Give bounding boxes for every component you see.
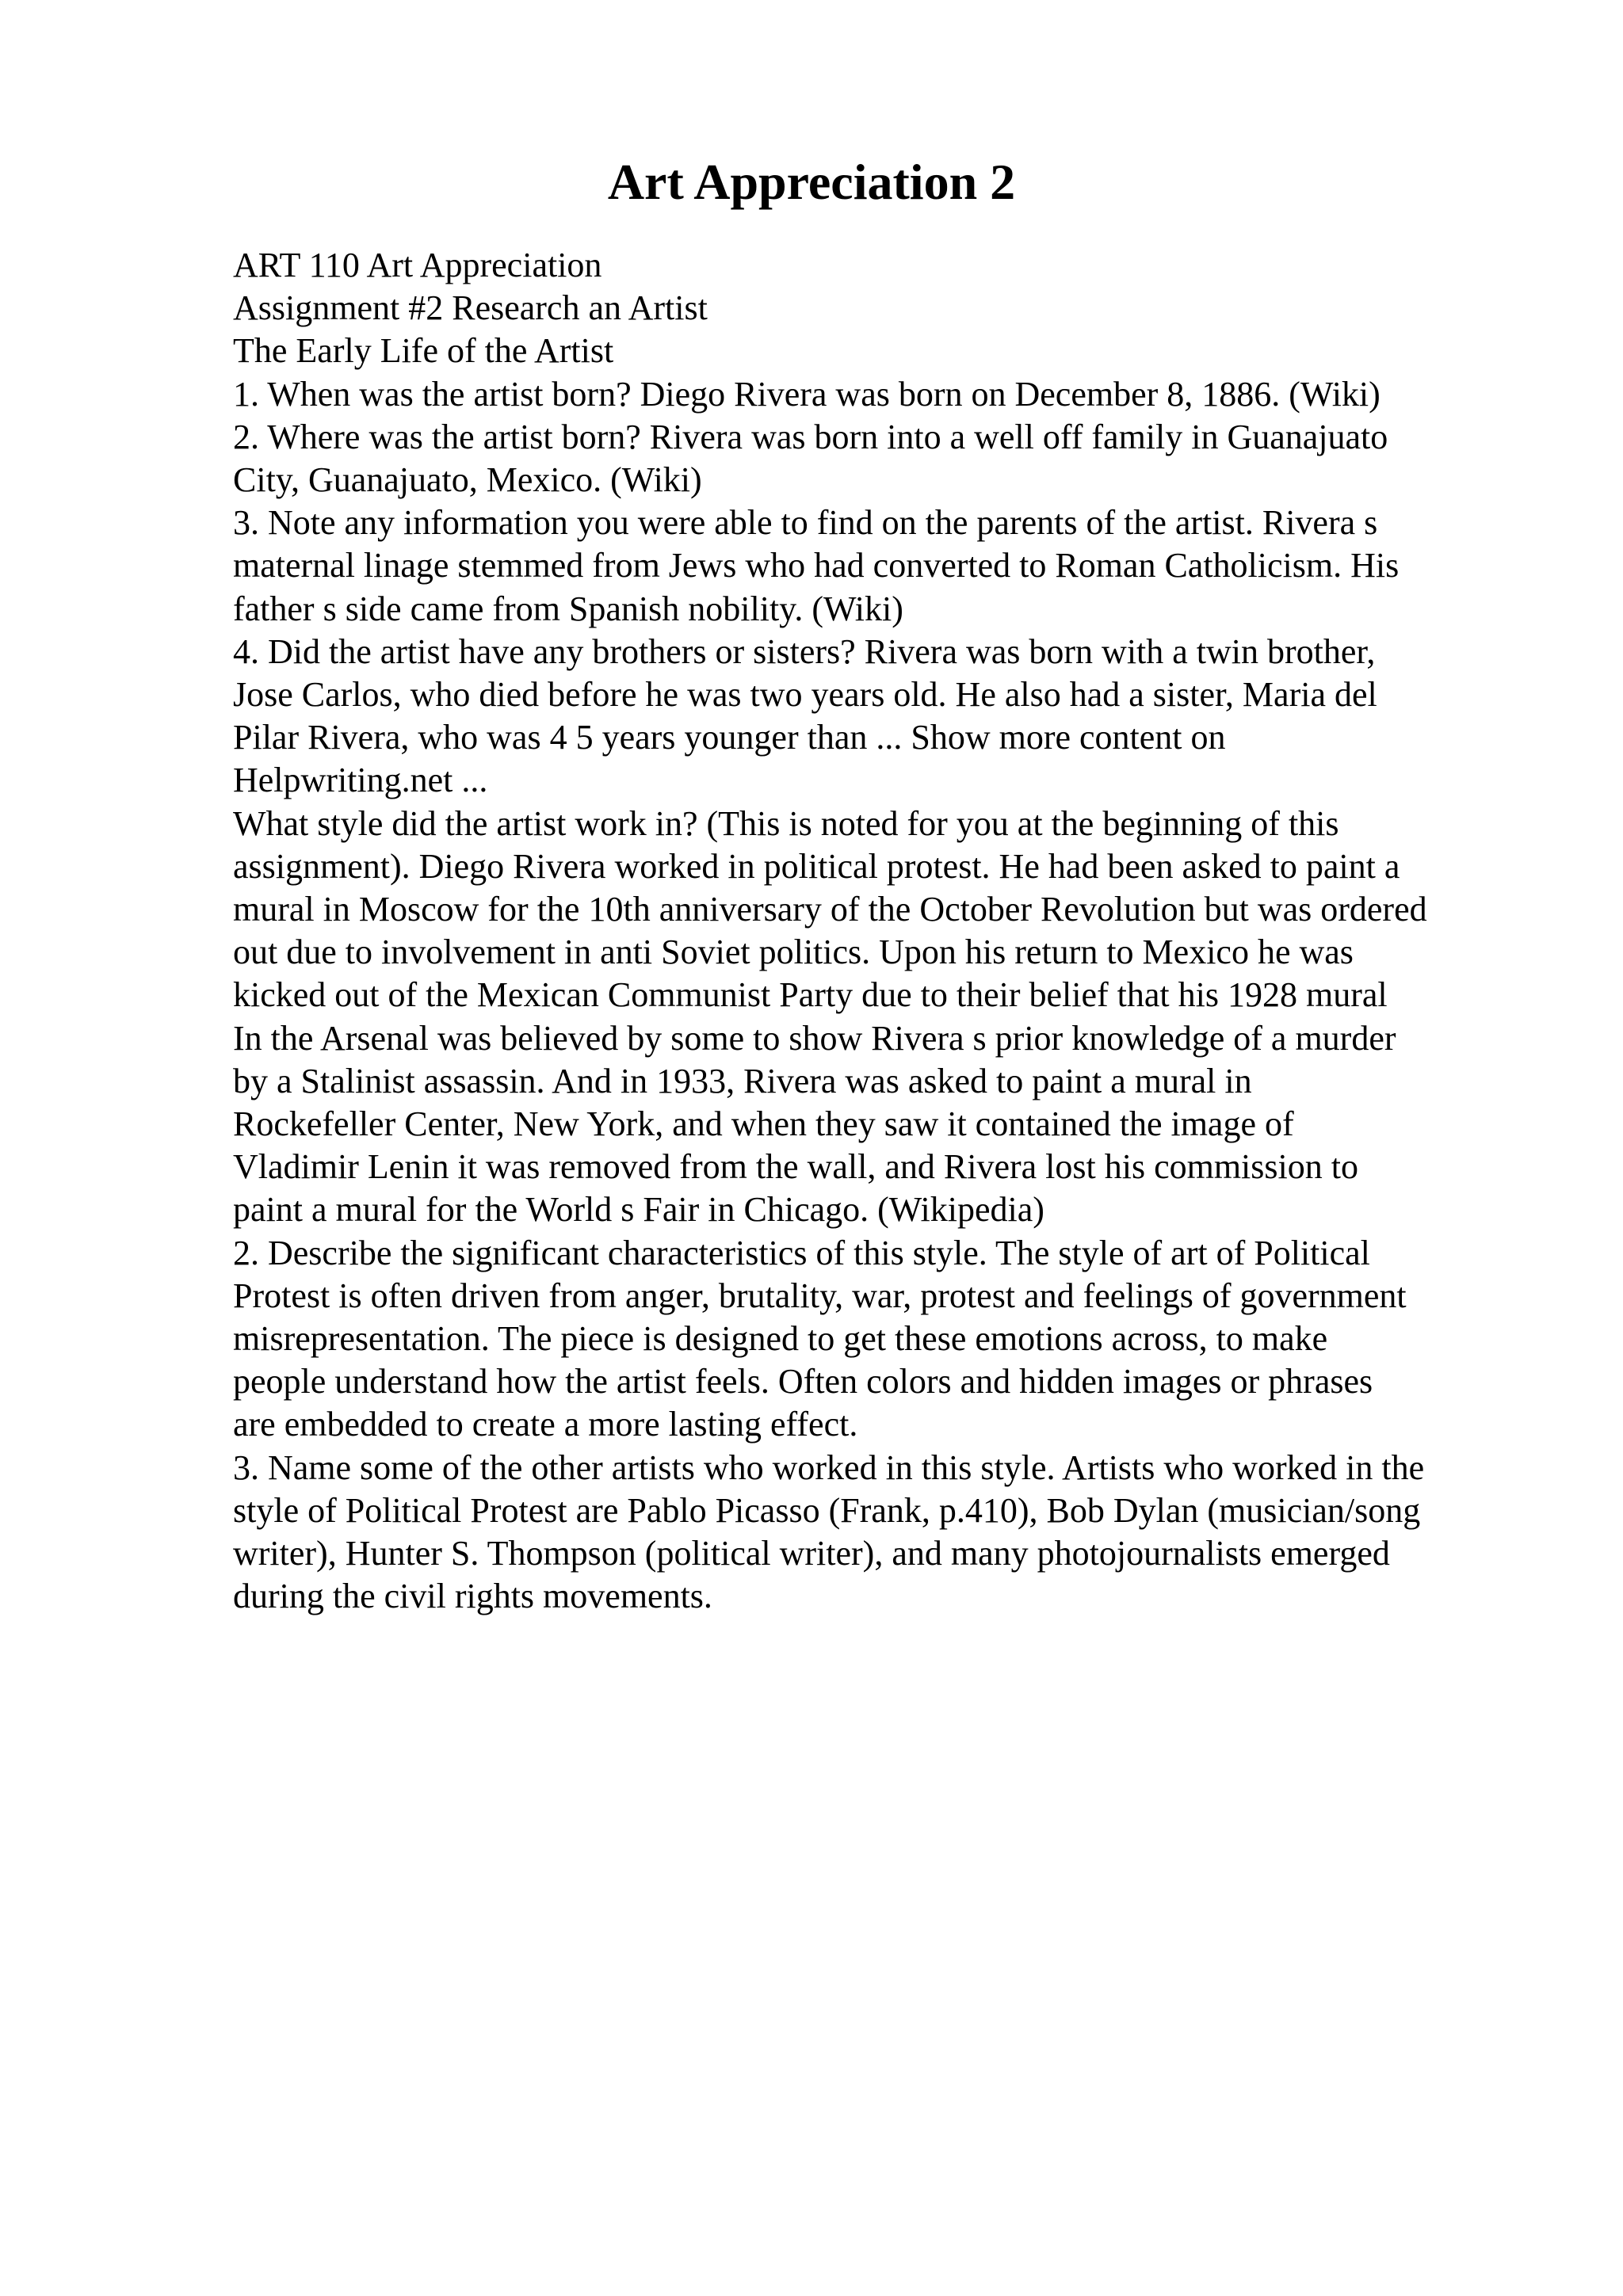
body-line: Protest is often driven from anger, brutality, war, protest and feelings of government [233,1276,1407,1315]
body-line: paint a mural for the World s Fair in Chicago. (Wikipedia) [233,1190,1044,1230]
body-line: In the Arsenal was believed by some to show Rivera s prior knowledge of a murder [233,1018,1396,1058]
body-line: ART 110 Art Appreciation [233,246,602,284]
body-line: style of Political Protest are Pablo Picasso (Frank, p.410), Bob Dylan (musician/song [233,1490,1421,1530]
body-line: What style did the artist work in? (This is noted for you at the beginning of this [233,803,1339,843]
body-line: The Early Life of the Artist [233,331,614,371]
page-title: Art Appreciation 2 [607,154,1016,210]
body-line: 3. Name some of the other artists who worked in this style. Artists who worked in the [233,1447,1425,1487]
body-line: 2. Describe the significant characteristics of this style. The style of art of Political [233,1233,1370,1272]
body-line: 1. When was the artist born? Diego Rivera was born on December 8, 1886. (Wiki) [233,374,1381,414]
body-line: assignment). Diego Rivera worked in political protest. He had been asked to paint a [233,846,1400,886]
body-line: people understand how the artist feels. Often colors and hidden images or phrases [233,1362,1373,1402]
body-line: Pilar Rivera, who was 4 5 years younger than ... Show more content on [233,718,1226,757]
body-line: mural in Moscow for the 10th anniversary of the October Revolution but was ordered [233,890,1427,929]
body-line: 3. Note any information you were able to find on the parents of the artist. Rivera s [233,503,1378,543]
document-body [233,244,1517,1619]
body-line: 4. Did the artist have any brothers or sisters? Rivera was born with a twin brother, [233,631,1376,671]
body-line: Assignment #2 Research an Artist [233,288,708,328]
body-line: out due to involvement in anti Soviet politics. Upon his return to Mexico he was [233,933,1354,972]
body-line: by a Stalinist assassin. And in 1933, Rivera was asked to paint a mural in [233,1061,1252,1100]
body-line: Helpwriting.net ... [233,761,488,800]
body-line: Vladimir Lenin it was removed from the wall, and Rivera lost his commission to [233,1147,1358,1187]
body-line: Rockefeller Center, New York, and when they saw it contained the image of [233,1104,1294,1144]
body-line: writer), Hunter S. Thompson (political writer), and many photojournalists emerged [233,1534,1390,1573]
body-line: kicked out of the Mexican Communist Party due to their belief that his 1928 mural [233,975,1388,1015]
body-line: Jose Carlos, who died before he was two years old. He also had a sister, Maria del [233,675,1377,715]
body-line: City, Guanajuato, Mexico. (Wiki) [233,460,702,500]
body-line: maternal linage stemmed from Jews who had converted to Roman Catholicism. His [233,546,1400,585]
body-line: father s side came from Spanish nobility. (Wiki) [233,589,903,628]
body-line: are embedded to create a more lasting effect. [233,1405,858,1444]
body-line: misrepresentation. The piece is designed to get these emotions across, to make [233,1319,1328,1359]
body-line: during the civil rights movements. [233,1577,712,1616]
body-line: 2. Where was the artist born? Rivera was born into a well off family in Guanajuato [233,417,1388,456]
